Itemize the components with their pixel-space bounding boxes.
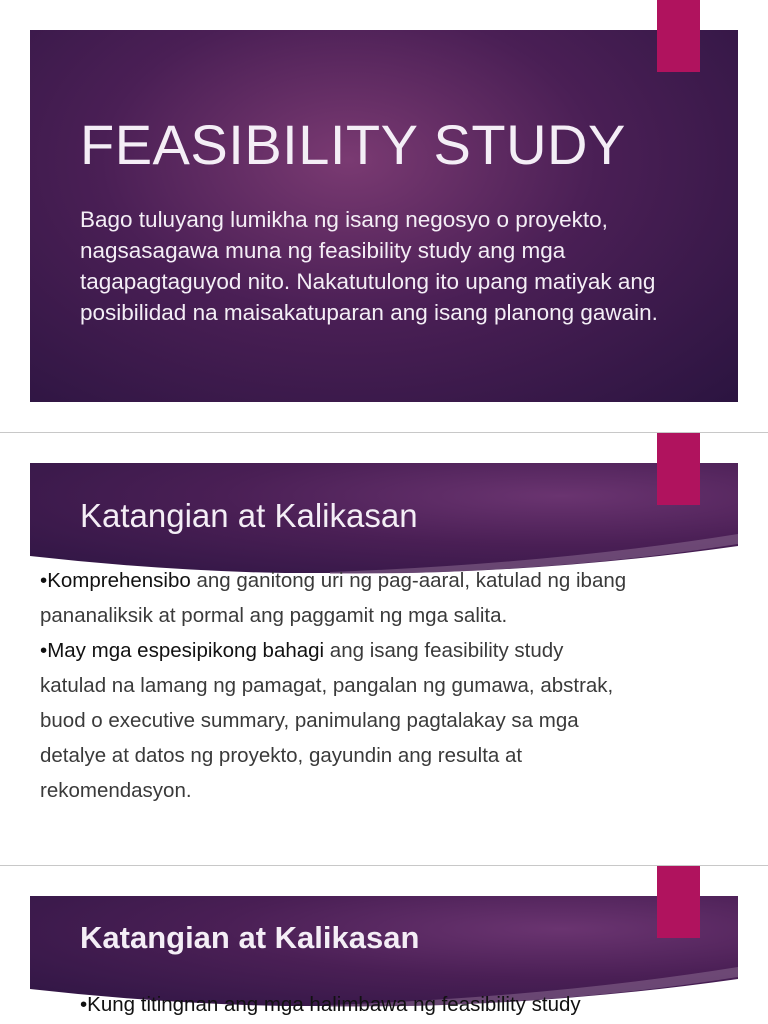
bullet-item — [40, 633, 630, 808]
accent-tab — [657, 0, 700, 72]
bullet-text: ang isang feasibility study katulad na lamang ng pamagat, pangalan ng gumawa, abstrak, buod o executive summary, panimulang pagtalakay sa mga detalye at datos ng proyekto, gayundin ang resulta at rekomendasyon. — [40, 639, 614, 802]
bullet-text: ang ganitong uri ng pag-aaral, katulad ng ibang pananaliksik at pormal ang paggamit ng mga salita. — [40, 569, 627, 627]
slide-heading: Katangian at Kalikasan — [80, 497, 418, 534]
bullet-lead: May mga espesipikong bahagi — [47, 639, 325, 662]
accent-tab — [657, 866, 700, 938]
slide-heading: Katangian at Kalikasan — [80, 920, 420, 955]
slide-feasibility-study — [0, 0, 768, 432]
slide-title: FEASIBILITY STUDY — [80, 113, 626, 176]
slide-katangian-1 — [0, 433, 768, 865]
bullet-marker: • — [40, 569, 48, 592]
bullet-marker: • — [40, 639, 48, 662]
slide-body-text: Bago tuluyang lumikha ng isang negosyo o proyekto, nagsasagawa muna ng feasibility study ang mga tagapagtaguyod nito. Nakatutulong ito upang matiyak ang posibilidad na maisakatuparan ang isang planong gawain. — [80, 207, 658, 325]
bullet-lead: Komprehensibo — [47, 569, 191, 592]
accent-tab — [657, 433, 700, 505]
partial-bullet-text: •Kung titingnan ang mga halimbawa ng feasibility study — [80, 993, 581, 1016]
bullet-item — [40, 563, 630, 633]
slide-katangian-2 — [0, 866, 768, 1024]
bullet-list — [40, 563, 630, 808]
